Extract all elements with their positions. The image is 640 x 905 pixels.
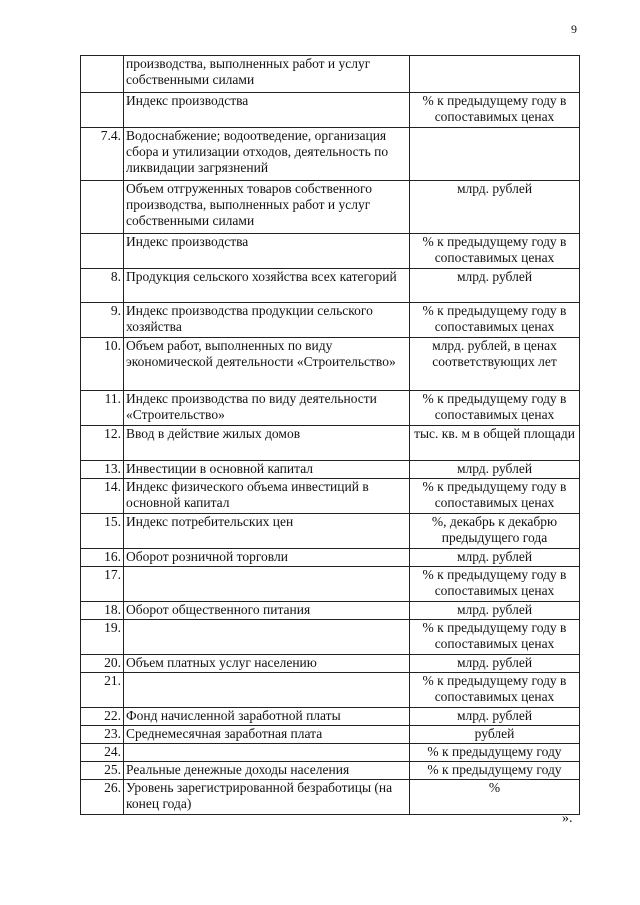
table-row: [81, 303, 580, 338]
indicator-name: Уровень зарегистрированной безработицы (на конец года): [124, 780, 410, 815]
unit-of-measure: %, декабрь к декабрю предыдущего года: [410, 514, 580, 549]
row-number: 7.4.: [81, 128, 124, 181]
table-row: [81, 744, 580, 762]
unit-of-measure: %: [410, 780, 580, 815]
row-number: 8.: [81, 269, 124, 303]
indicator-name: Оборот розничной торговли: [124, 549, 410, 567]
row-number: 24.: [81, 744, 124, 762]
indicator-name: производства, выполненных работ и услуг собственными силами: [124, 56, 410, 93]
unit-of-measure: % к предыдущему году в сопоставимых ценах: [410, 620, 580, 655]
indicator-name: Реальные денежные доходы населения: [124, 762, 410, 780]
table-row: [81, 128, 580, 181]
row-number: 20.: [81, 655, 124, 673]
indicator-name: Объем платных услуг населению: [124, 655, 410, 673]
indicator-name: Индекс производства: [124, 234, 410, 269]
row-number: 21.: [81, 673, 124, 708]
unit-of-measure: рублей: [410, 726, 580, 744]
unit-of-measure: % к предыдущему году в сопоставимых ценах: [410, 234, 580, 269]
unit-of-measure: млрд. рублей: [410, 269, 580, 303]
unit-of-measure: [410, 56, 580, 93]
indicator-name: Ввод в действие жилых домов: [124, 426, 410, 461]
indicator-name: [124, 620, 410, 655]
indicator-name: [124, 567, 410, 602]
unit-of-measure: [410, 128, 580, 181]
table-row: [81, 762, 580, 780]
table-row: [81, 549, 580, 567]
indicator-name: Индекс физического объема инвестиций в основной капитал: [124, 479, 410, 514]
row-number: [81, 181, 124, 234]
page-number: 9: [571, 22, 577, 36]
row-number: 18.: [81, 602, 124, 620]
table-row: [81, 391, 580, 426]
table-row: [81, 56, 580, 93]
unit-of-measure: % к предыдущему году в сопоставимых ценах: [410, 673, 580, 708]
indicator-name: Фонд начисленной заработной платы: [124, 708, 410, 726]
row-number: 12.: [81, 426, 124, 461]
indicator-name: Индекс производства по виду деятельности «Строительство»: [124, 391, 410, 426]
table-row: [81, 726, 580, 744]
table-row: [81, 181, 580, 234]
indicator-name: [124, 673, 410, 708]
indicator-name: Водоснабжение; водоотведение, организация сбора и утилизации отходов, деятельность по ликвидации загрязнений: [124, 128, 410, 181]
unit-of-measure: тыс. кв. м в общей площади: [410, 426, 580, 461]
row-number: [81, 93, 124, 128]
indicators-table: [80, 55, 580, 815]
row-number: [81, 234, 124, 269]
table-row: [81, 461, 580, 479]
table-row: [81, 269, 580, 303]
row-number: 13.: [81, 461, 124, 479]
table-row: [81, 708, 580, 726]
unit-of-measure: млрд. рублей, в ценах соответствующих лет: [410, 338, 580, 391]
row-number: 9.: [81, 303, 124, 338]
indicator-name: Оборот общественного питания: [124, 602, 410, 620]
indicator-name: Среднемесячная заработная плата: [124, 726, 410, 744]
row-number: 26.: [81, 780, 124, 815]
unit-of-measure: % к предыдущему году: [410, 744, 580, 762]
row-number: 17.: [81, 567, 124, 602]
row-number: 14.: [81, 479, 124, 514]
unit-of-measure: млрд. рублей: [410, 708, 580, 726]
unit-of-measure: млрд. рублей: [410, 655, 580, 673]
indicator-name: Индекс производства продукции сельского хозяйства: [124, 303, 410, 338]
table-row: [81, 673, 580, 708]
row-number: 15.: [81, 514, 124, 549]
table-row: [81, 655, 580, 673]
table-row: [81, 514, 580, 549]
table-row: [81, 567, 580, 602]
indicator-name: Инвестиции в основной капитал: [124, 461, 410, 479]
row-number: 25.: [81, 762, 124, 780]
indicator-name: Объем отгруженных товаров собственного производства, выполненных работ и услуг собственными силами: [124, 181, 410, 234]
unit-of-measure: млрд. рублей: [410, 549, 580, 567]
unit-of-measure: % к предыдущему году: [410, 762, 580, 780]
indicator-name: Объем работ, выполненных по виду экономической деятельности «Строительство»: [124, 338, 410, 391]
row-number: 16.: [81, 549, 124, 567]
row-number: 23.: [81, 726, 124, 744]
unit-of-measure: % к предыдущему году в сопоставимых ценах: [410, 567, 580, 602]
table-row: [81, 338, 580, 391]
indicator-name: [124, 744, 410, 762]
table-row: [81, 602, 580, 620]
table-row: [81, 620, 580, 655]
indicator-name: Индекс производства: [124, 93, 410, 128]
indicator-name: Индекс потребительских цен: [124, 514, 410, 549]
table-row: [81, 234, 580, 269]
unit-of-measure: млрд. рублей: [410, 461, 580, 479]
table-row: [81, 780, 580, 815]
unit-of-measure: % к предыдущему году в сопоставимых ценах: [410, 93, 580, 128]
row-number: 22.: [81, 708, 124, 726]
indicator-name: Продукция сельского хозяйства всех категорий: [124, 269, 410, 303]
unit-of-measure: млрд. рублей: [410, 602, 580, 620]
row-number: 19.: [81, 620, 124, 655]
unit-of-measure: % к предыдущему году в сопоставимых ценах: [410, 391, 580, 426]
table-row: [81, 479, 580, 514]
table-row: [81, 93, 580, 128]
table-row: [81, 426, 580, 461]
row-number: 11.: [81, 391, 124, 426]
unit-of-measure: % к предыдущему году в сопоставимых ценах: [410, 303, 580, 338]
unit-of-measure: % к предыдущему году в сопоставимых ценах: [410, 479, 580, 514]
unit-of-measure: млрд. рублей: [410, 181, 580, 234]
row-number: 10.: [81, 338, 124, 391]
row-number: [81, 56, 124, 93]
closing-quote: ».: [562, 811, 573, 826]
